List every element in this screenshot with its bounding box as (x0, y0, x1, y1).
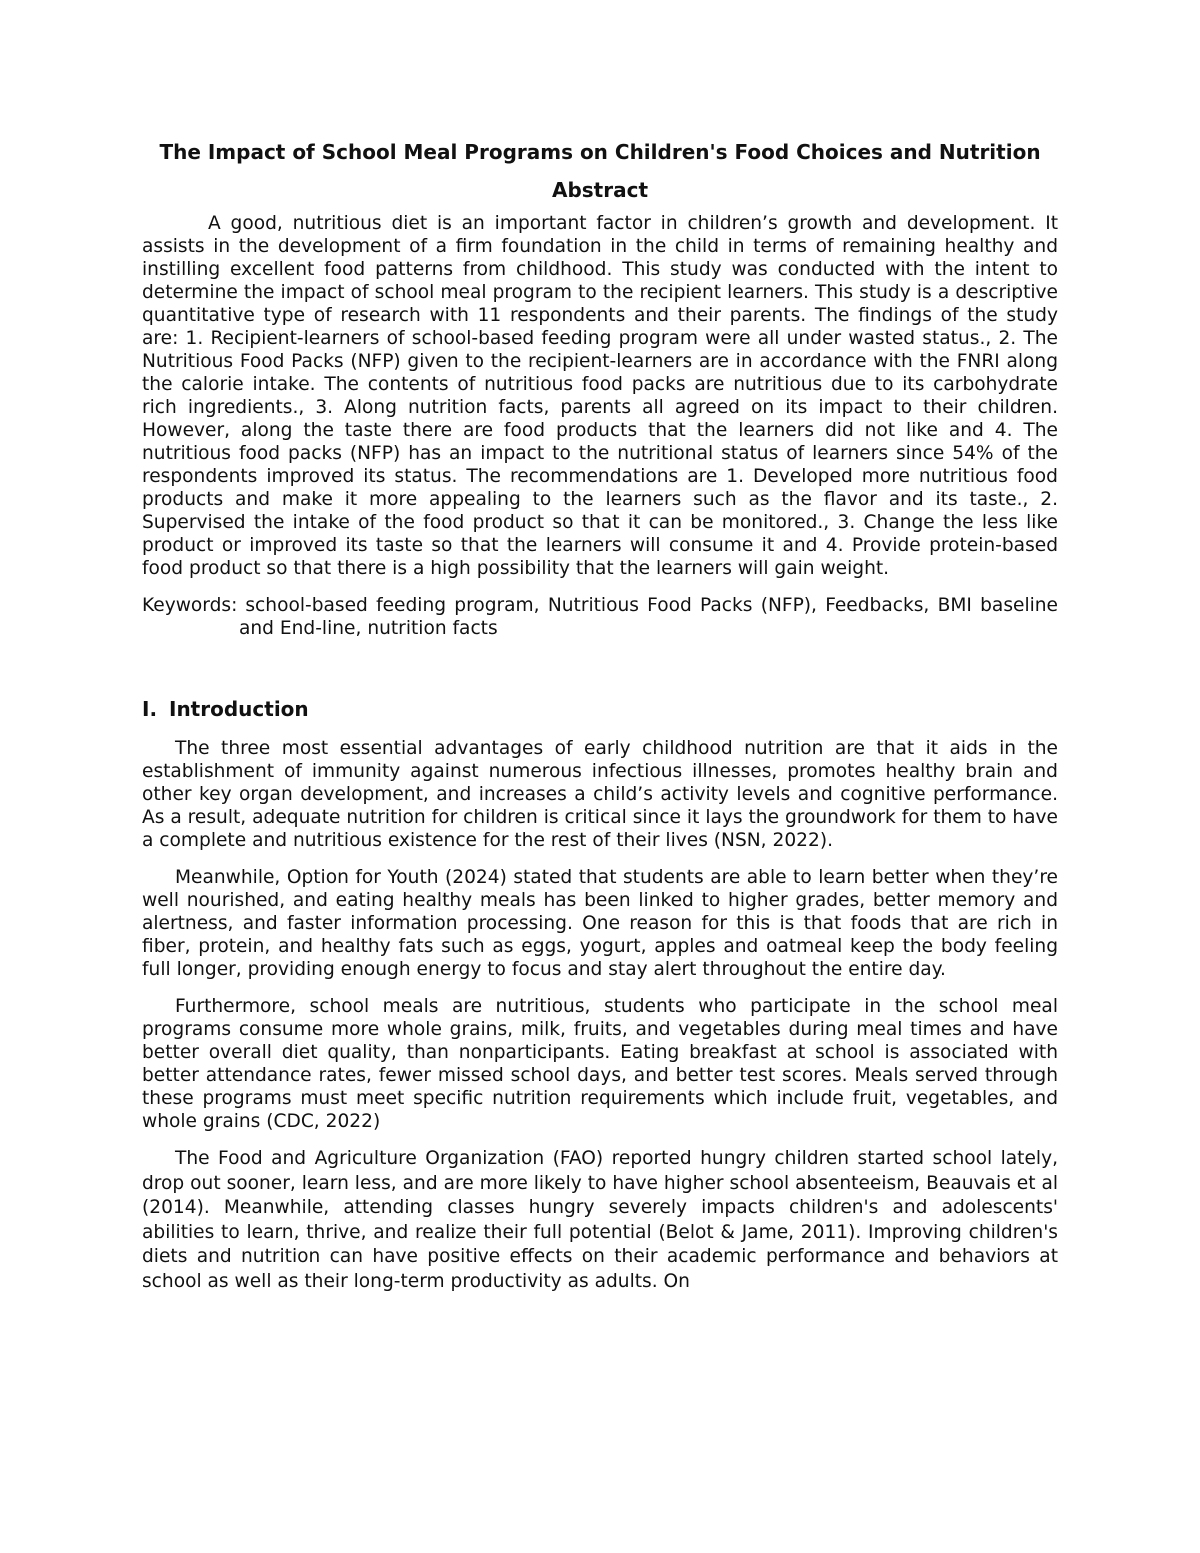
keywords (142, 594, 1076, 640)
intro-paragraph-2: Meanwhile, Option for Youth (2024) stated that students are able to learn better when they’re well nourished, and eating healthy meals has been linked to higher grades, better memory and alertness, and faster information processing. One reason for this is that foods that are rich in fiber, protein, and healthy fats such as eggs, yogurt, apples and oatmeal keep the body feeling full longer, providing enough energy to focus and stay alert throughout the entire day. (142, 867, 1058, 980)
abstract-text: A good, nutritious diet is an important factor in children’s growth and development. It assists in the development of a firm foundation in the child in terms of remaining healthy and instilling excellent food patterns from childhood. This study was conducted with the intent to determine the impact of school meal program to the recipient learners. This study is a descriptive quantitative type of research with 11 respondents and their parents. The findings of the study are: 1. Recipient-learners of school-based feeding program were all under wasted status., 2. The Nutritious Food Packs (NFP) given to the recipient-learners are in accordance with the FNRI along the calorie intake. The contents of nutritious food packs are nutritious due to its carbohydrate rich ingredients., 3. Along nutrition facts, parents all agreed on its impact to their children. However, along the taste there are food products that the learners did not like and 4. The nutritious food packs (NFP) has an impact to the nutritional status of learners since 54% of the respondents improved its status. The recommendations are 1. Developed more nutritious food products and make it more appealing to the learners such as the flavor and its taste., 2. Supervised the intake of the food product so that it can be monitored., 3. Change the less like product or improved its taste so that the learners will consume it and 4. Provide protein-based food product so that there is a high possibility that the learners will gain weight. (142, 213, 1058, 579)
keywords-label: Keywords: (142, 595, 238, 616)
intro-paragraph-3: Furthermore, school meals are nutritious, students who participate in the school meal programs consume more whole grains, milk, fruits, and vegetables during meal times and have better overall diet quality, than nonparticipants. Eating breakfast at school is associated with better attendance rates, fewer missed school days, and better test scores. Meals served through these programs must meet specific nutrition requirements which include fruit, vegetables, and whole grains (CDC, 2022) (142, 996, 1058, 1132)
section-title: Introduction (169, 697, 309, 721)
intro-paragraph-4: The Food and Agriculture Organization (FAO) reported hungry children started school lately, drop out sooner, learn less, and are more likely to have higher school absenteeism, Beauvais et al (2014). Meanwhile, attending classes hungry severely impacts children's and adolescents' abilities to learn, thrive, and realize their full potential (Belot & Jame, 2011). Improving children's diets and nutrition can have positive effects on their academic performance and behaviors at school as well as their long-term productivity as adults. On (142, 1148, 1058, 1292)
section-number: I. (142, 697, 158, 721)
keywords-text: school-based feeding program, Nutritious Food Packs (NFP), Feedbacks, BMI baseline and End-line, nutrition facts (239, 595, 1076, 639)
intro-paragraph-1: The three most essential advantages of early childhood nutrition are that it aids in the establishment of immunity against numerous infectious illnesses, promotes healthy brain and other key organ development, and increases a child’s activity levels and cognitive performance. As a result, adequate nutrition for children is critical since it lays the groundwork for them to have a complete and nutritious existence for the rest of their lives (NSN, 2022). (142, 738, 1058, 851)
section-heading (142, 697, 1058, 721)
abstract-heading: Abstract (551, 178, 649, 202)
paper-title: The Impact of School Meal Programs on Children's Food Choices and Nutrition (159, 140, 1041, 164)
